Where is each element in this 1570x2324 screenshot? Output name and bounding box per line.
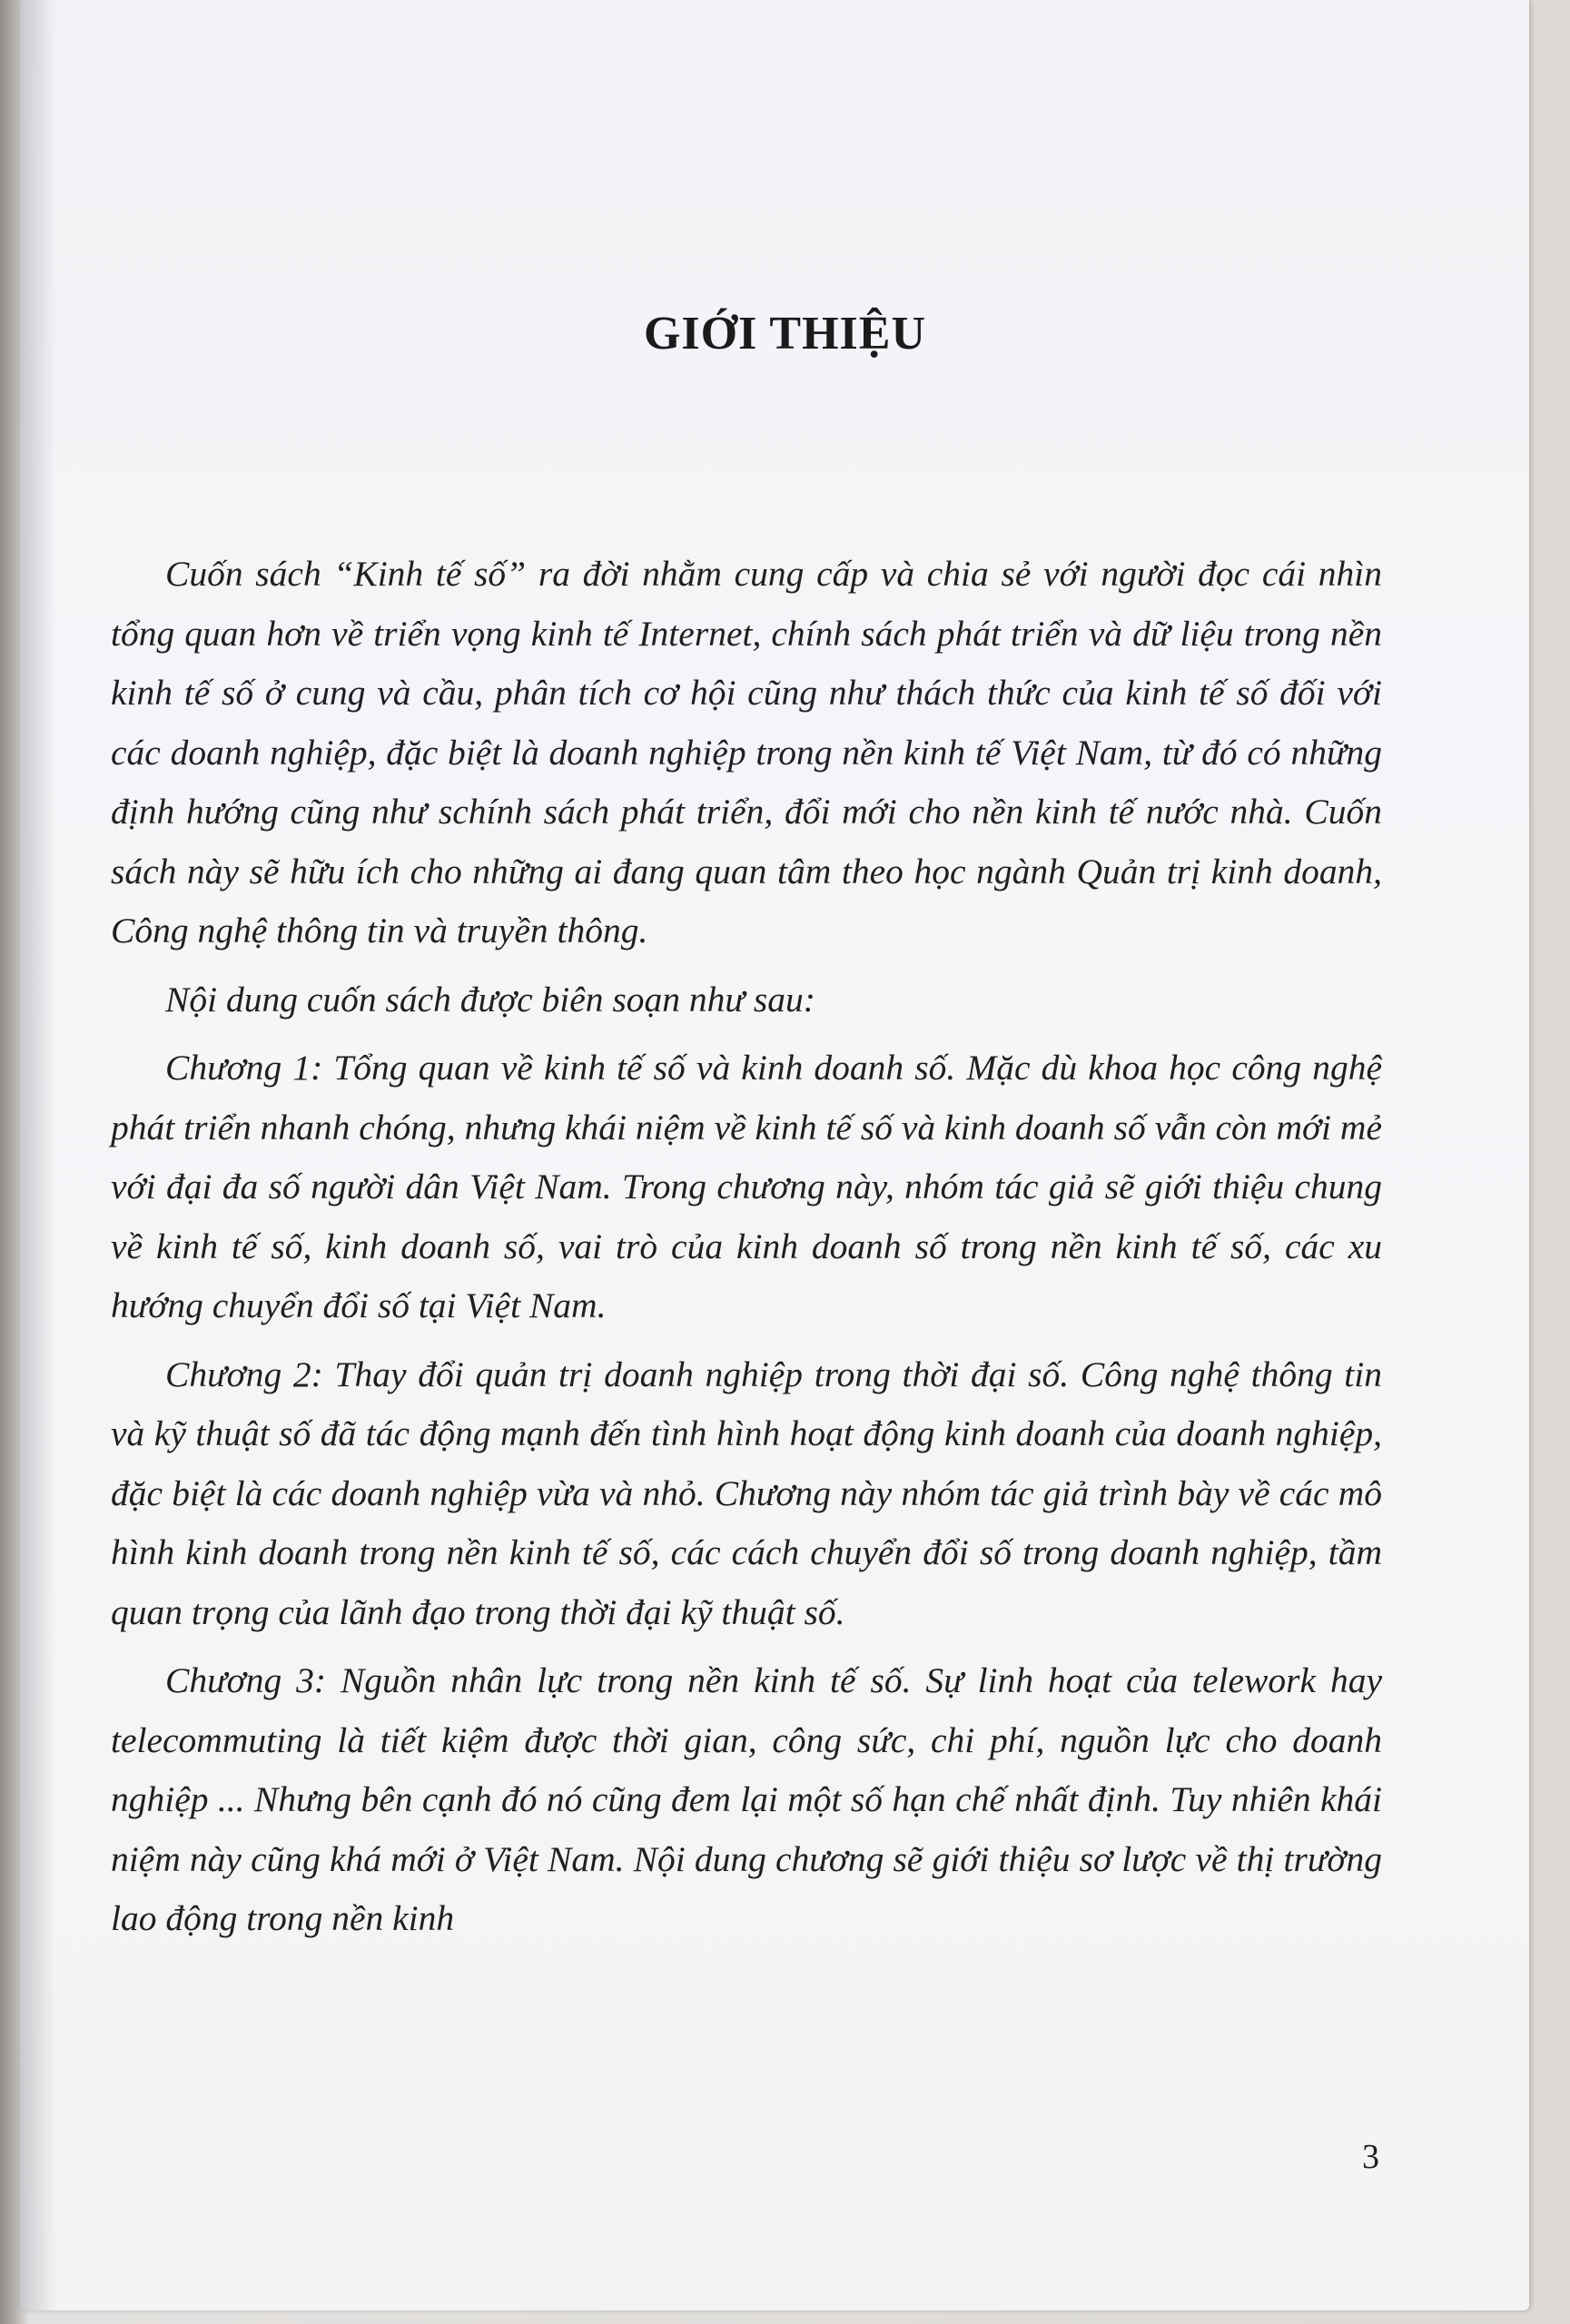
page-title: GIỚI THIỆU bbox=[643, 308, 927, 359]
body-text bbox=[111, 545, 1382, 1958]
chapter-2-paragraph: Chương 2: Thay đổi quản trị doanh nghiệp trong thời đại số. Công nghệ thông tin và kỹ thuật số đã tác động mạnh đến tình hình hoạt động kinh doanh của doanh nghiệp, đặc biệt là các doanh nghiệp vừa và nhỏ. Chương này nhóm tác giả trình bày về các mô hình kinh doanh trong nền kinh tế số, các cách chuyển đổi số trong doanh nghiệp, tầm quan trọng của lãnh đạo trong thời đại kỹ thuật số. bbox=[111, 1354, 1382, 1632]
chapter-3-paragraph: Chương 3: Nguồn nhân lực trong nền kinh tế số. Sự linh hoạt của telework hay telecommuting là tiết kiệm được thời gian, công sức, chi phí, nguồn lực cho doanh nghiệp ... Nhưng bên cạnh đó nó cũng đem lại một số hạn chế nhất định. Tuy nhiên khái niệm này cũng khá mới ở Việt Nam. Nội dung chương sẽ giới thiệu sơ lược về thị trường lao động trong nền kinh bbox=[111, 1660, 1382, 1938]
page-number: 3 bbox=[1362, 2138, 1379, 2176]
chapter-1-paragraph: Chương 1: Tổng quan về kinh tế số và kinh doanh số. Mặc dù khoa học công nghệ phát triển nhanh chóng, nhưng khái niệm về kinh tế số và kinh doanh số vẫn còn mới mẻ với đại đa số người dân Việt Nam. Trong chương này, nhóm tác giả sẽ giới thiệu chung về kinh tế số, kinh doanh số, vai trò của kinh doanh số trong nền kinh tế số, các xu hướng chuyển đổi số tại Việt Nam. bbox=[111, 1048, 1382, 1325]
content-outline-paragraph: Nội dung cuốn sách được biên soạn như sau: bbox=[165, 979, 815, 1019]
intro-paragraph: Cuốn sách “Kinh tế số” ra đời nhằm cung cấp và chia sẻ với người đọc cái nhìn tổng quan hơn về triển vọng kinh tế Internet, chính sách phát triển và dữ liệu trong nền kinh tế số ở cung và cầu, phân tích cơ hội cũng như thách thức của kinh tế số đối với các doanh nghiệp, đặc biệt là doanh nghiệp trong nền kinh tế Việt Nam, từ đó có những định hướng cũng như schính sách phát triển, đổi mới cho nền kinh tế nước nhà. Cuốn sách này sẽ hữu ích cho những ai đang quan tâm theo học ngành Quản trị kinh doanh, Công nghệ thông tin và truyền thông. bbox=[111, 554, 1382, 950]
